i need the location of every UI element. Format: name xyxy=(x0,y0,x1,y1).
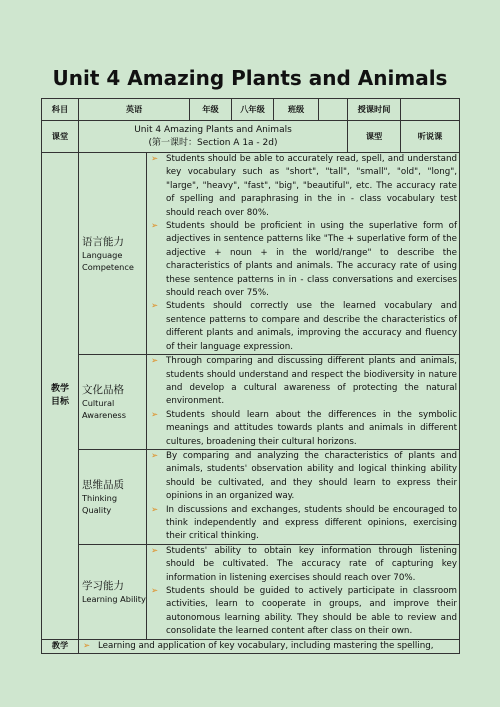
objective-row-thinking xyxy=(42,449,460,544)
arrow-bullet-icon: ➢ xyxy=(151,545,159,556)
focus-content xyxy=(79,639,460,653)
objective-en: Cultural Awareness xyxy=(82,398,126,421)
subject-value: 英语 xyxy=(79,99,190,121)
objective-label-language xyxy=(79,153,147,355)
list-item xyxy=(147,220,457,300)
objective-content-thinking xyxy=(147,449,460,544)
class-value xyxy=(319,99,348,121)
objective-content-learning xyxy=(147,544,460,639)
objective-label-learning xyxy=(79,544,147,639)
arrow-bullet-icon: ➢ xyxy=(83,640,91,651)
objective-en: Learning Ability xyxy=(82,593,146,604)
bullet-text: Learning and application of key vocabulary, including mastering the spelling, xyxy=(98,640,434,651)
bullet-list xyxy=(147,355,459,449)
list-item xyxy=(147,300,457,354)
objective-en: Thinking Quality xyxy=(82,492,118,515)
focus-label: 教学 xyxy=(42,639,79,653)
lesson-type-label: 课型 xyxy=(348,121,401,153)
objective-label-thinking xyxy=(79,449,147,544)
time-value xyxy=(401,99,460,121)
arrow-bullet-icon: ➢ xyxy=(151,154,159,164)
list-item xyxy=(147,450,457,504)
list-item xyxy=(147,585,457,639)
bullet-list xyxy=(79,640,459,653)
header-row xyxy=(42,99,460,121)
objective-row-learning xyxy=(42,544,460,639)
subject-label: 科目 xyxy=(42,99,79,121)
time-label: 授课时间 xyxy=(348,99,401,121)
bullet-text: In discussions and exchanges, students should be encouraged to think independently and express different opinions, exercising their critical thinking. xyxy=(166,504,458,542)
objective-label-culture xyxy=(79,355,147,450)
focus-row xyxy=(42,639,460,653)
lesson-label: 课堂 xyxy=(42,121,79,153)
arrow-bullet-icon: ➢ xyxy=(151,301,159,312)
list-item xyxy=(147,504,457,544)
arrow-bullet-icon: ➢ xyxy=(151,504,159,515)
bullet-text: Students should correctly use the learned vocabulary and sentence patterns to compare and describe the characteristics of different plants and animals, improving the accuracy and fluency of their language expression. xyxy=(166,301,458,352)
list-item xyxy=(79,640,457,653)
objective-zh: 学习能力 xyxy=(82,579,124,592)
bullet-text: Students should learn about the differences in the symbolic meanings and attitudes towards plants and animals in different cultures, broadening their cultural horizons. xyxy=(166,409,458,447)
list-item xyxy=(147,153,457,220)
bullet-list xyxy=(147,450,459,544)
class-label: 班级 xyxy=(274,99,319,121)
objective-content-culture xyxy=(147,355,460,450)
document-title: Unit 4 Amazing Plants and Animals xyxy=(52,66,448,90)
arrow-bullet-icon: ➢ xyxy=(151,450,159,461)
bullet-text: By comparing and analyzing the characteristics of plants and animals, students' observation ability and logical thinking ability should be cultivated, and they should learn to express their opinions in an organized way. xyxy=(166,450,458,502)
arrow-bullet-icon: ➢ xyxy=(151,409,159,420)
bullet-text: Students should be proficient in using the superlative form of adjectives in sentence patterns like "The + superlative form of the adjective + noun + in the world/range" to describe the characteristics of plants and animals. The accuracy rate of using these sentence patterns in in - class conversations and exercises should reach over 75%. xyxy=(166,221,458,299)
lesson-title-line2: (第一课时：Section A 1a - 2d) xyxy=(148,137,278,148)
list-item xyxy=(147,409,457,449)
objective-zh: 语言能力 xyxy=(82,235,124,248)
objectives-label-text: 教学目标 xyxy=(50,383,69,407)
bullet-list xyxy=(147,545,459,639)
objective-row-culture xyxy=(42,355,460,450)
lesson-title-line1: Unit 4 Amazing Plants and Animals xyxy=(134,124,292,135)
bullet-text: Students should be able to accurately read, spell, and understand key vocabulary such as "short", "tall", "small", "old", "long", "large", "heavy", "fast", "big", "beautiful", etc. The accuracy rate of spelling and paraphrasing in the in - class vocabulary test should reach over 80%. xyxy=(166,154,458,218)
grade-label: 年级 xyxy=(190,99,232,121)
objective-en: Language Competence xyxy=(82,249,134,272)
lesson-plan-table xyxy=(41,98,460,654)
list-item xyxy=(147,545,457,585)
grade-value: 八年级 xyxy=(232,99,274,121)
bullet-text: Through comparing and discussing different plants and animals, students should understand and respect the biodiversity in nature and develop a cultural awareness of protecting the natural environment. xyxy=(166,356,458,407)
bullet-list xyxy=(147,153,459,354)
objective-content-language xyxy=(147,153,460,355)
objective-row-language xyxy=(42,153,460,355)
objective-zh: 思维品质 xyxy=(82,478,124,491)
arrow-bullet-icon: ➢ xyxy=(151,356,159,367)
list-item xyxy=(147,355,457,409)
lesson-row xyxy=(42,121,460,153)
bullet-text: Students should be guided to actively participate in classroom activities, learn to cooperate in groups, and improve their autonomous learning ability. They should be able to review and consolidate the learned content after class on their own. xyxy=(166,586,458,637)
objectives-label xyxy=(42,153,79,640)
arrow-bullet-icon: ➢ xyxy=(151,221,159,232)
lesson-title-cell xyxy=(79,121,348,153)
lesson-type-value: 听说课 xyxy=(401,121,460,153)
arrow-bullet-icon: ➢ xyxy=(151,586,159,596)
objective-zh: 文化品格 xyxy=(82,384,124,397)
bullet-text: Students' ability to obtain key information through listening should be cultivated. The accuracy rate of capturing key information in listening exercises should reach over 70%. xyxy=(166,545,458,583)
